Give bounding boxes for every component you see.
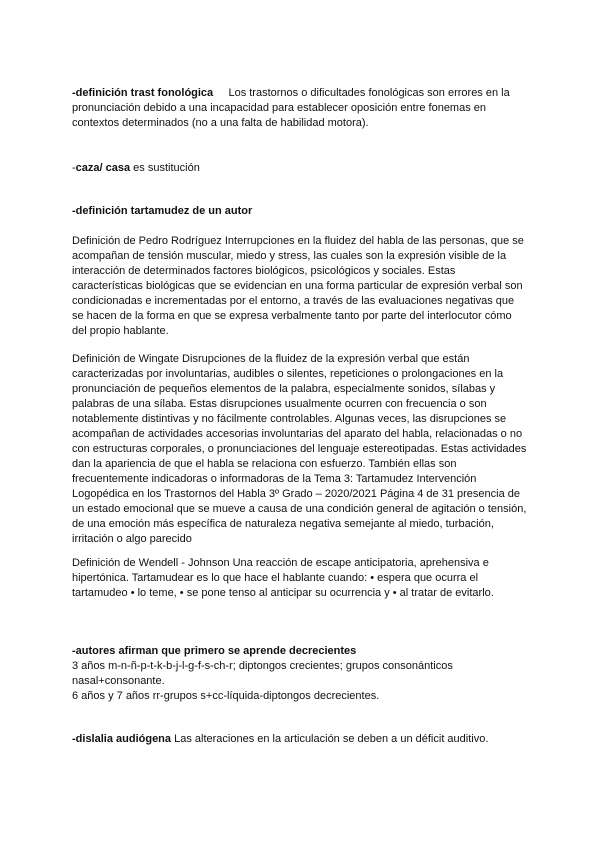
definition-rodriguez [72, 234, 527, 339]
dislalia-heading: -dislalia audiógena [72, 733, 172, 745]
rodriguez-text: Definición de Pedro Rodríguez Interrupciones en la fluidez del habla de las personas, que se acompañan de tensión muscular, miedo y stress, las cuales son la expresión visible de la interacción de determinados factores biológicos, psicológicos y sociales. Estas características biológicas que se evidencian en una forma particular de expresión verbal son condicionadas e incrementadas por el entorno, a través de las evaluaciones negativas que se hacen de la forma en que se expresa verbalmente tanto por parte del interlocutor cómo del propio hablante. [72, 235, 524, 337]
dislalia-paragraph [72, 732, 527, 747]
autores-line-1: 3 años m-n-ñ-p-t-k-b-j-l-g-f-s-ch-r; diptongos crecientes; grupos consonánticos nasal+consonante. [72, 660, 453, 687]
fonologica-text: Los trastornos o dificultades fonológicas son errores en la pronunciación debido a una incapacidad para establecer oposición entre fonemas en contextos determinados (no a una falta de habilidad motora). [72, 87, 510, 129]
wingate-text: Definición de Wingate Disrupciones de la fluidez de la expresión verbal que están caracterizadas por involuntarias, audibles o silentes, repeticiones o prolongaciones en la pronunciación de pequeños elementos de la palabra, especialmente sonidos, sílabas y palabras de una sílaba. Estas disrupciones usualmente ocurren con frecuencia o son notablemente distintivas y no fácilmente controlables. Algunas veces, las disrupciones se acompañan de actividades accesorias involuntarias del aparato del habla, relacionadas o no con estructuras corporales, o pronunciaciones del lenguaje estereotipadas. Estas actividades dan la apariencia de que el habla se relaciona con esfuerzo. También ellas son frecuentemente indicadoras o informadoras de la Tema 3: Tartamudez Intervención Logopédica en los Trastornos del Habla 3º Grado – 2020/2021 Página 4 de 31 presencia de un estado emocional que se mueve a causa de una condición general de agitación o tensión, de una emoción más específica de naturaleza negativa semejante al miedo, turbación, irritación o algo parecido [72, 353, 527, 545]
section-caza [72, 161, 527, 176]
section-fonologica [72, 86, 527, 131]
caza-heading: caza/ casa [75, 162, 131, 174]
section-autores [72, 644, 527, 704]
johnson-text: Definición de Wendell - Johnson Una reacción de escape anticipatoria, aprehensiva e hipertónica. Tartamudear es lo que hace el hablante cuando: • espera que ocurra el tartamudeo • lo teme, • se pone tenso al anticipar su ocurrencia y • al tratar de evitarlo. [72, 557, 494, 599]
definition-johnson [72, 556, 527, 601]
dislalia-text: Las alteraciones en la articulación se deben a un déficit auditivo. [174, 733, 489, 745]
fonologica-paragraph [72, 86, 527, 131]
autores-heading: -autores afirman que primero se aprende decrecientes [72, 645, 357, 657]
section-dislalia [72, 732, 527, 747]
autores-line-2: 6 años y 7 años rr-grupos s+cc-líquida-diptongos decrecientes. [72, 690, 380, 702]
section-tartamudez [72, 204, 527, 219]
tartamudez-heading: -definición tartamudez de un autor [72, 205, 253, 217]
caza-paragraph [72, 161, 527, 176]
caza-text: es sustitución [133, 162, 200, 174]
fonologica-heading: -definición trast fonológica [72, 87, 214, 99]
caza-prefix: - [72, 162, 76, 174]
definition-wingate [72, 352, 527, 547]
